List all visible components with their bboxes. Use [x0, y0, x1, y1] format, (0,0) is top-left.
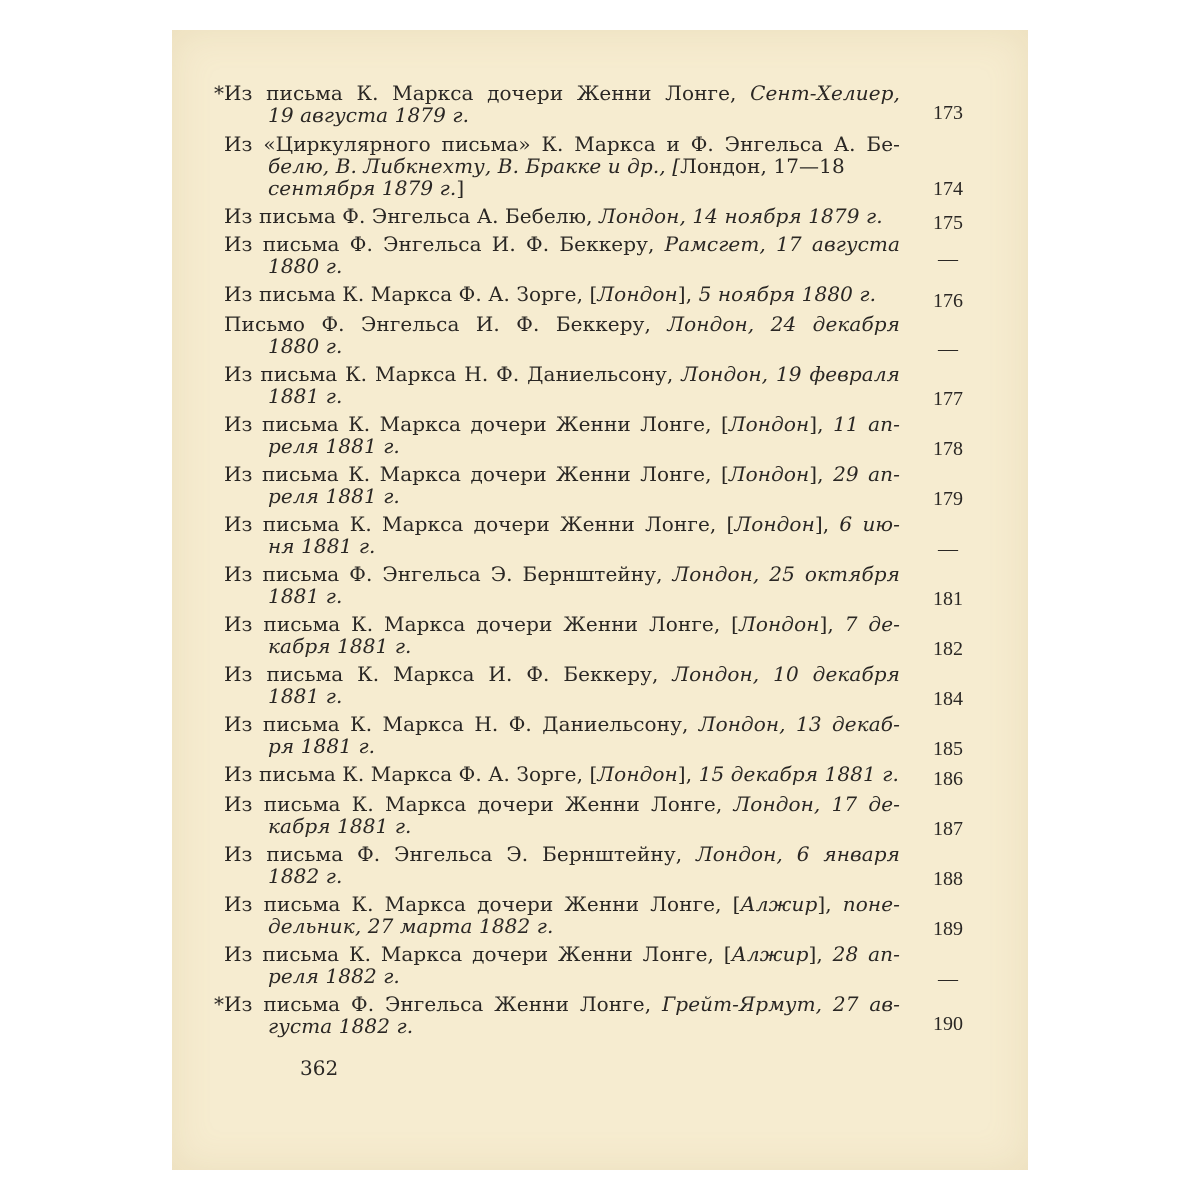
italic-text: 11 ап-	[833, 412, 900, 436]
entry-line-first	[224, 663, 900, 685]
list-item	[224, 763, 900, 785]
page-reference: 179	[933, 488, 963, 510]
list-item	[224, 943, 900, 987]
text: Из письма К. Маркса дочери Женни Лонге,	[224, 81, 751, 105]
entry-line-first	[224, 893, 900, 915]
italic-text: Сент-Хелиер,	[750, 81, 900, 105]
text: Из письма К. Маркса Н. Ф. Даниельсону,	[224, 712, 699, 736]
italic-text: Лондон, 17 де-	[733, 792, 900, 816]
text: Из письма К. Маркса И. Ф. Беккеру,	[224, 662, 673, 686]
entry-line-continuation	[224, 685, 900, 707]
text: Из письма Ф. Энгельса А. Бебелю,	[224, 204, 600, 228]
italic-text: ня 1881 г.	[268, 534, 376, 558]
italic-text: Лондон, 24 декабря	[667, 312, 900, 336]
italic-text: Лондон	[728, 412, 810, 436]
list-item	[224, 463, 900, 507]
italic-text: реля 1881 г.	[268, 484, 400, 508]
entry-line-first	[224, 463, 900, 485]
list-item	[224, 283, 900, 305]
entry-line-continuation	[224, 104, 900, 126]
italic-text: 1881 г.	[268, 684, 343, 708]
italic-text: 1880 г.	[268, 254, 343, 278]
italic-text: 5 ноября 1880 г.	[698, 282, 877, 306]
page-reference: 175	[933, 212, 963, 234]
page-reference: 187	[933, 818, 963, 840]
text: Из письма К. Маркса дочери Женни Лонге, [	[224, 612, 740, 636]
italic-text: Лондон, 10 декабря	[672, 662, 900, 686]
italic-text: Рамсгет, 17 августа	[664, 232, 900, 256]
list-item	[224, 563, 900, 607]
entry-line-first	[224, 763, 900, 785]
italic-text: Лондон	[734, 512, 815, 536]
entry-line-continuation	[224, 177, 900, 199]
italic-text: Лондон	[728, 462, 810, 486]
italic-text: Лондон	[739, 612, 820, 636]
entry-line-first	[224, 363, 900, 385]
entry-line-continuation	[224, 255, 900, 277]
text: Из письма К. Маркса дочери Женни Лонге, [	[224, 512, 735, 536]
entry-line-first	[224, 205, 900, 227]
italic-text: 7 де-	[844, 612, 900, 636]
entry-line-continuation	[224, 915, 900, 937]
list-item	[214, 992, 900, 1038]
italic-text: реля 1881 г.	[268, 434, 400, 458]
text: Из «Циркулярного письма» К. Маркса и Ф. Энгельса А. Бе-	[224, 132, 900, 156]
page-reference: 186	[933, 768, 963, 790]
page-reference: —	[938, 248, 958, 270]
page-reference: 174	[933, 178, 963, 200]
italic-text: 29 ап-	[833, 462, 900, 486]
list-item	[224, 613, 900, 657]
entry-line-continuation	[224, 435, 900, 457]
text: Из письма Ф. Энгельса Э. Бернштейну,	[224, 562, 673, 586]
entry-line-continuation	[224, 965, 900, 987]
text: Из письма К. Маркса дочери Женни Лонге, [	[224, 892, 741, 916]
text: ],	[814, 512, 840, 536]
list-item	[224, 663, 900, 707]
entry-line-continuation	[224, 535, 900, 557]
page-reference: 189	[933, 918, 963, 940]
entry-line-continuation	[224, 635, 900, 657]
entry-line-continuation	[224, 1015, 900, 1037]
entry-line-first	[224, 793, 900, 815]
italic-text: Грейт-Ярмут, 27 ав-	[661, 992, 900, 1016]
entry-line-continuation	[224, 155, 900, 177]
italic-text: кабря 1881 г.	[268, 634, 412, 658]
entry-line-first	[224, 413, 900, 435]
text: Письмо Ф. Энгельса И. Ф. Беккеру,	[224, 312, 668, 336]
italic-text: 28 ап-	[832, 942, 900, 966]
entry-line-continuation	[224, 335, 900, 357]
italic-text: 1882 г.	[268, 864, 343, 888]
list-item	[224, 363, 900, 407]
italic-text: Лондон, 25 октября	[672, 562, 901, 586]
entry-line-first	[224, 133, 900, 155]
italic-text: Лондон	[597, 762, 678, 786]
page-reference: 190	[933, 1013, 963, 1035]
italic-text: Алжир	[731, 942, 809, 966]
entry-line-first	[224, 233, 900, 255]
text: Из письма К. Маркса дочери Женни Лонге, [	[224, 462, 729, 486]
page-reference: —	[938, 338, 958, 360]
entry-line-first	[224, 513, 900, 535]
list-item	[224, 313, 900, 357]
italic-text: Лондон, 14 ноября 1879 г.	[599, 204, 883, 228]
page-number: 362	[300, 1056, 339, 1080]
entry-line-continuation	[224, 815, 900, 837]
asterisk-mark: *	[214, 992, 225, 1016]
italic-text: 19 августа 1879 г.	[268, 103, 470, 127]
text: Лондон, 17—18	[680, 154, 845, 178]
text: Из письма Ф. Энгельса Э. Бернштейну,	[224, 842, 696, 866]
list-item	[224, 513, 900, 557]
text: ],	[819, 612, 845, 636]
italic-text: густа 1882 г.	[268, 1014, 414, 1038]
page-reference: 188	[933, 868, 963, 890]
italic-text: 1880 г.	[268, 334, 343, 358]
list-item	[224, 133, 900, 199]
page-reference: —	[938, 968, 958, 990]
entry-line-first	[224, 613, 900, 635]
text: Из письма К. Маркса Ф. А. Зорге, [	[224, 282, 598, 306]
entry-line-first	[224, 713, 900, 735]
book-page	[172, 30, 1028, 1170]
entry-line-continuation	[224, 485, 900, 507]
page-reference: 185	[933, 738, 963, 760]
italic-text: дельник, 27 марта 1882 г.	[268, 914, 554, 938]
text: Из письма К. Маркса Н. Ф. Даниельсону,	[224, 362, 682, 386]
text: Из письма К. Маркса Ф. А. Зорге, [	[224, 762, 598, 786]
entry-line-continuation	[224, 585, 900, 607]
text: ],	[677, 282, 699, 306]
italic-text: сентября 1879 г.	[268, 176, 457, 200]
list-item	[224, 793, 900, 837]
entry-line-continuation	[224, 865, 900, 887]
italic-text: белю, В. Либкнехту, В. Бракке и др., [	[268, 154, 681, 178]
list-item	[224, 413, 900, 457]
entry-line-first	[224, 313, 900, 335]
italic-text: Лондон, 13 декаб-	[698, 712, 900, 736]
asterisk-mark: *	[214, 81, 225, 105]
entry-line-first	[224, 843, 900, 865]
text: ],	[677, 762, 699, 786]
text: Из письма Ф. Энгельса Женни Лонге,	[224, 992, 662, 1016]
entry-line-continuation	[224, 385, 900, 407]
entry-line-first	[224, 563, 900, 585]
list-item	[224, 893, 900, 937]
italic-text: ря 1881 г.	[268, 734, 376, 758]
text: ],	[809, 412, 834, 436]
page-reference: —	[938, 538, 958, 560]
text: Из письма К. Маркса дочери Женни Лонге, [	[224, 412, 729, 436]
text: ],	[817, 892, 843, 916]
list-item	[224, 233, 900, 277]
page-reference: 173	[933, 102, 963, 124]
page-reference: 184	[933, 688, 963, 710]
page-reference: 176	[933, 290, 963, 312]
text: Из письма Ф. Энгельса И. Ф. Беккеру,	[224, 232, 665, 256]
entry-line-first	[224, 283, 900, 305]
text: Из письма К. Маркса дочери Женни Лонге,	[224, 792, 734, 816]
page-reference: 182	[933, 638, 963, 660]
text: ],	[808, 942, 833, 966]
italic-text: 1881 г.	[268, 584, 343, 608]
italic-text: 6 ию-	[839, 512, 900, 536]
page-reference: 181	[933, 588, 963, 610]
entry-line-first	[224, 82, 900, 104]
page-reference: 177	[933, 388, 963, 410]
italic-text: 15 декабря 1881 г.	[698, 762, 899, 786]
italic-text: Алжир	[740, 892, 818, 916]
list-item	[224, 713, 900, 757]
italic-text: 1881 г.	[268, 384, 343, 408]
list-item	[224, 205, 900, 227]
italic-text: Лондон, 19 февраля	[681, 362, 900, 386]
page-reference: 178	[933, 438, 963, 460]
italic-text: Лондон, 6 января	[696, 842, 900, 866]
entry-line-first	[224, 993, 900, 1015]
text: ],	[809, 462, 834, 486]
italic-text: кабря 1881 г.	[268, 814, 412, 838]
entry-line-continuation	[224, 735, 900, 757]
list-item	[214, 81, 900, 127]
text: ]	[456, 176, 465, 200]
italic-text: реля 1882 г.	[268, 964, 400, 988]
italic-text: Лондон	[597, 282, 678, 306]
entry-line-first	[224, 943, 900, 965]
list-item	[224, 843, 900, 887]
text: Из письма К. Маркса дочери Женни Лонге, [	[224, 942, 732, 966]
italic-text: поне-	[842, 892, 900, 916]
